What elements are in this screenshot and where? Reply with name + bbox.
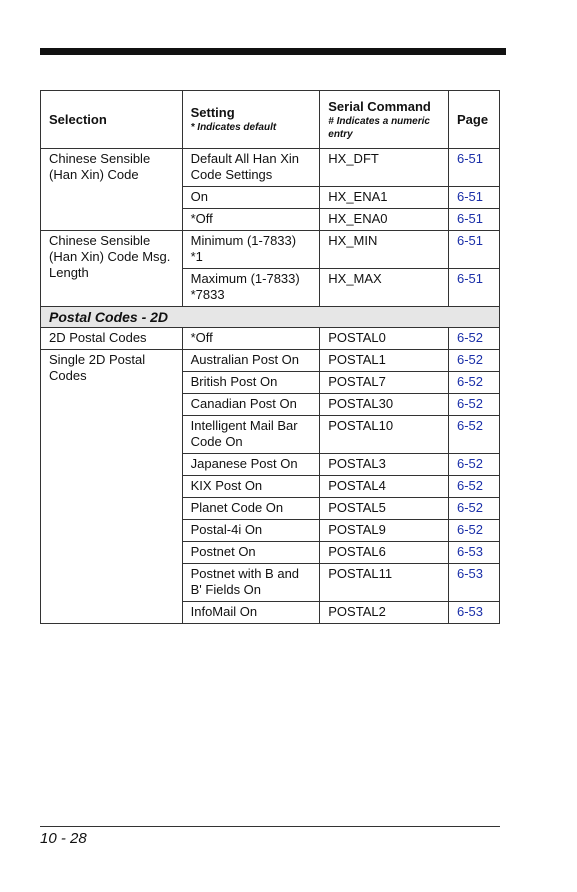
page-link[interactable]: 6-51 bbox=[449, 149, 500, 187]
page-link[interactable]: 6-51 bbox=[449, 231, 500, 269]
selection-cell: 2D Postal Codes bbox=[41, 328, 183, 350]
table-row bbox=[41, 350, 500, 372]
setting-cell: Postnet On bbox=[182, 542, 320, 564]
command-cell: HX_DFT bbox=[320, 149, 449, 187]
serial-command-table bbox=[40, 90, 500, 624]
header-serial-command bbox=[320, 91, 449, 149]
command-cell: HX_MIN bbox=[320, 231, 449, 269]
setting-cell: InfoMail On bbox=[182, 602, 320, 624]
setting-cell: Planet Code On bbox=[182, 498, 320, 520]
table-header-row bbox=[41, 91, 500, 149]
page-link[interactable]: 6-52 bbox=[449, 476, 500, 498]
selection-cell: Single 2D Postal Codes bbox=[41, 350, 183, 624]
header-setting-note: * Indicates default bbox=[190, 122, 277, 133]
header-serial-note: # Indicates a numeric entry bbox=[328, 115, 430, 140]
top-rule bbox=[40, 48, 506, 55]
command-cell: POSTAL11 bbox=[320, 564, 449, 602]
page-link[interactable]: 6-52 bbox=[449, 372, 500, 394]
page-link[interactable]: 6-53 bbox=[449, 564, 500, 602]
command-cell: POSTAL9 bbox=[320, 520, 449, 542]
command-cell: POSTAL30 bbox=[320, 394, 449, 416]
page-link[interactable]: 6-51 bbox=[449, 187, 500, 209]
page-link[interactable]: 6-52 bbox=[449, 498, 500, 520]
header-setting bbox=[182, 91, 320, 149]
setting-cell: Australian Post On bbox=[182, 350, 320, 372]
setting-cell: On bbox=[182, 187, 320, 209]
page-number: 10 - 28 bbox=[40, 830, 87, 847]
table-row bbox=[41, 328, 500, 350]
setting-cell: Default All Han Xin Code Settings bbox=[182, 149, 320, 187]
page-link[interactable]: 6-52 bbox=[449, 416, 500, 454]
table-row bbox=[41, 149, 500, 187]
selection-cell: Chinese Sensible (Han Xin) Code Msg. Length bbox=[41, 231, 183, 307]
setting-cell: British Post On bbox=[182, 372, 320, 394]
page-link[interactable]: 6-51 bbox=[449, 209, 500, 231]
setting-cell: Maximum (1-7833) *7833 bbox=[182, 269, 320, 307]
setting-cell: Canadian Post On bbox=[182, 394, 320, 416]
page-link[interactable]: 6-52 bbox=[449, 350, 500, 372]
page-link[interactable]: 6-53 bbox=[449, 542, 500, 564]
header-serial-label: Serial Command bbox=[328, 98, 431, 114]
command-cell: POSTAL2 bbox=[320, 602, 449, 624]
section-row bbox=[41, 307, 500, 328]
setting-cell: Postal-4i On bbox=[182, 520, 320, 542]
command-cell: POSTAL4 bbox=[320, 476, 449, 498]
command-cell: HX_ENA0 bbox=[320, 209, 449, 231]
command-cell: POSTAL3 bbox=[320, 454, 449, 476]
setting-cell: Minimum (1-7833) *1 bbox=[182, 231, 320, 269]
page-link[interactable]: 6-52 bbox=[449, 394, 500, 416]
page-link[interactable]: 6-52 bbox=[449, 454, 500, 476]
command-cell: POSTAL5 bbox=[320, 498, 449, 520]
setting-cell: Postnet with B and B' Fields On bbox=[182, 564, 320, 602]
page-link[interactable]: 6-52 bbox=[449, 328, 500, 350]
command-cell: POSTAL0 bbox=[320, 328, 449, 350]
setting-cell: Japanese Post On bbox=[182, 454, 320, 476]
setting-cell: Intelligent Mail Bar Code On bbox=[182, 416, 320, 454]
command-cell: HX_ENA1 bbox=[320, 187, 449, 209]
command-cell: HX_MAX bbox=[320, 269, 449, 307]
setting-cell: *Off bbox=[182, 328, 320, 350]
command-cell: POSTAL7 bbox=[320, 372, 449, 394]
header-selection: Selection bbox=[41, 91, 183, 149]
section-title: Postal Codes - 2D bbox=[41, 307, 500, 328]
header-setting-label: Setting bbox=[190, 105, 235, 120]
command-cell: POSTAL6 bbox=[320, 542, 449, 564]
command-cell: POSTAL1 bbox=[320, 350, 449, 372]
page-link[interactable]: 6-52 bbox=[449, 520, 500, 542]
selection-cell: Chinese Sensible (Han Xin) Code bbox=[41, 149, 183, 231]
page-link[interactable]: 6-53 bbox=[449, 602, 500, 624]
command-cell: POSTAL10 bbox=[320, 416, 449, 454]
bottom-rule bbox=[40, 826, 500, 827]
page-link[interactable]: 6-51 bbox=[449, 269, 500, 307]
setting-cell: *Off bbox=[182, 209, 320, 231]
table-row bbox=[41, 231, 500, 269]
setting-cell: KIX Post On bbox=[182, 476, 320, 498]
header-page: Page bbox=[449, 91, 500, 149]
